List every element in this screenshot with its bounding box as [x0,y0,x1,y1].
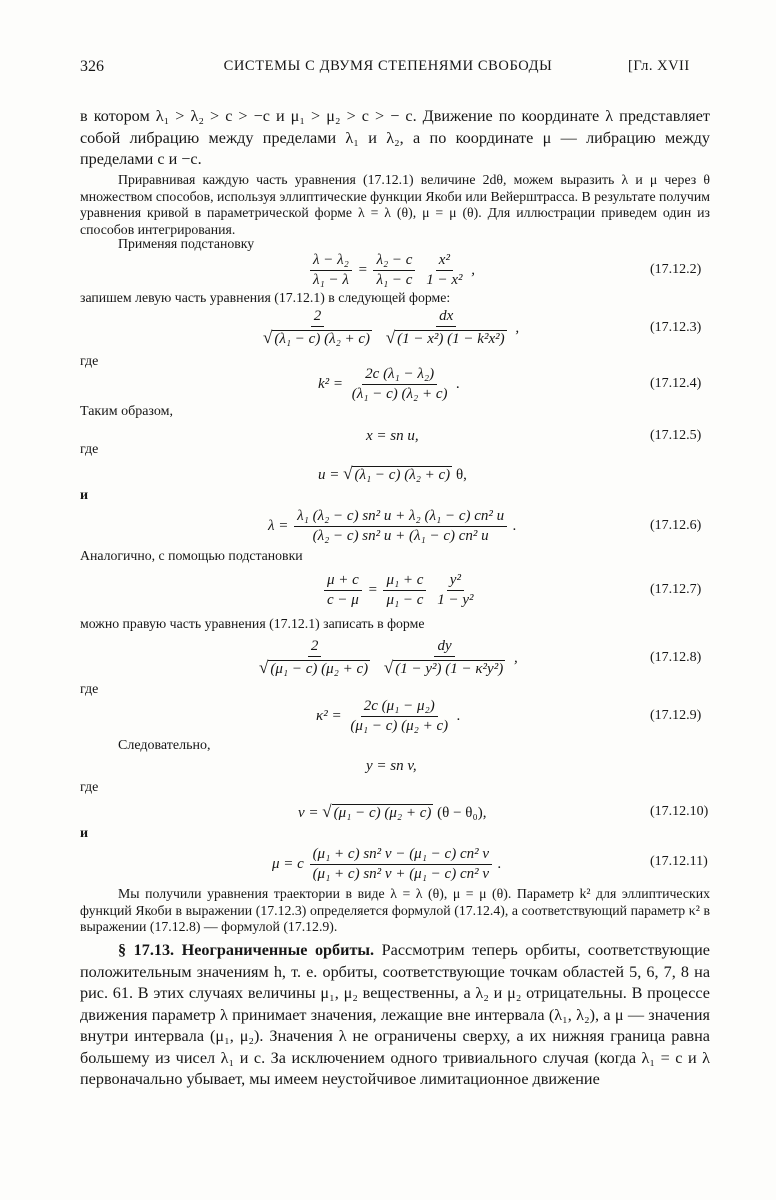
equation-17-12-3: $\frac{2}{\text{√ (λ₁ − c) (λ₂ + c)}}$ $\frac{dx}{\text{√ (1 − x²) (1 − k²x²)}}$ , [263,308,520,347]
equation-number: (17.12.8) [650,650,702,665]
paragraph-intro: в котором λ₁ > λ₂ > c > −c и μ₁ > μ₂ > c > − c. Движение по координате λ представляет собой либрацию между пределами λ₁ и λ₂, а по координате μ — либрацию между пределами c и −c. [80,107,710,168]
equation-number: (17.12.10) [650,804,709,819]
word-and: и [80,826,89,841]
paragraph-integration: Приравнивая каждую часть уравнения (17.12.1) величине 2dθ, можем выразить λ и μ через θ множеством способов, используя эллиптические функции Якоби или Вейерштрасса. В результате получим уравнения кривой в параметрической форме λ = λ (θ), μ = μ (θ). Для иллюстрации приведем один из способов интегрирования. [80,172,710,237]
equation-number: (17.12.7) [650,582,702,597]
equation-17-12-11: μ = c $\frac{\text{(μ₁ + c) sn² v − (μ₁ − c) cn² v}}{\text{(μ₁ + c) sn² v + (μ₁ − c) cn² v}}$ . [272,846,502,882]
word-where: где [80,442,99,457]
page-number: 326 [80,58,104,75]
equation-17-12-5: x = sn u, [366,428,419,444]
paragraph-similarly: Аналогично, с помощью подстановки [80,548,303,563]
running-title: СИСТЕМЫ С ДВУМЯ СТЕПЕНЯМИ СВОБОДЫ [223,58,553,74]
section-body: Рассмотрим теперь орбиты, соответствующие положительным значениям h, т. е. орбиты, соответствующие точкам областей 5, 6, 7, 8 на рис. 61. В этих случаях величины μ₁, μ₂ вещественны, а λ₂ и μ₂ отрицательны. В процессе движения параметр λ принимает значения, лежащие вне интервала (λ₁, λ₂), а μ — значения внутри интервала (μ₁, μ₂). Значения λ не ограничены сверху, а их нижняя граница равна большему из чисел λ₁ и c. За исключением одного тривиального случая (когда λ₁ = c и λ первоначально убывает, мы имеем неустойчивое лимитационное движение [80,941,710,1088]
equation-u: u = √ (λ₁ − c) (λ₂ + c) θ, [318,464,467,483]
paragraph-left-side: запишем левую часть уравнения (17.12.1) в следующей форме: [80,290,451,305]
word-therefore: Следовательно, [118,738,211,753]
equation-17-12-2: $\frac{\text{λ − λ₂}}{\text{λ₁ − λ}}$ = $\frac{\text{λ₂ − c}}{\text{λ₁ − c}}$ $\frac{\text{x²}}{\text{1 − x²}}$ , [308,252,475,289]
word-where: где [80,354,99,369]
equation-17-12-9: κ² = $\frac{\text{2c (μ₁ − μ₂)}}{\text{(μ₁ − c) (μ₂ + c)}}$ . [316,698,461,734]
word-where: где [80,682,99,697]
section-unbounded-orbits [80,940,710,1091]
paragraph-substitution: Применяя подстановку [118,236,255,251]
equation-number: (17.12.2) [650,262,702,277]
word-and: и [80,488,89,503]
equation-17-12-8: $\frac{2}{\text{√ (μ₁ − c) (μ₂ + c)}}$ $\frac{dy}{\text{√ (1 − y²) (1 − κ²y²)}}$ , [259,638,518,677]
word-where: где [80,780,99,795]
paragraph-summary: Мы получили уравнения траектории в виде λ = λ (θ), μ = μ (θ). Параметр k² для эллиптических функций Якоби в выражении (17.12.3) определяется формулой (17.12.4), а соответствующий параметр κ² в выражении (17.12.8) — формулой (17.12.9). [80,886,710,935]
equation-17-12-6: λ = $\frac{\text{λ₁ (λ₂ − c) sn² u + λ₂ (λ₁ − c) cn² u}}{\text{(λ₂ − c) sn² u + (λ₁ − c) cn² u}}$ . [268,508,517,544]
equation-17-12-7: $\frac{\mu + c}{c - \mu}$ = $\frac{\text{μ₁ + c}}{\text{μ₁ − c}}$ $\frac{\text{y²}}{\text{1 − y²}}$ [322,572,479,609]
equation-number: (17.12.9) [650,708,702,723]
chapter-label: [Гл. XVII [628,58,690,74]
section-title: § 17.13. Неограниченные орбиты. [118,941,375,959]
equation-number: (17.12.6) [650,518,702,533]
paragraph-right-side: можно правую часть уравнения (17.12.1) записать в форме [80,616,425,631]
equation-number: (17.12.4) [650,376,702,391]
word-thus: Таким образом, [80,404,173,419]
equation-17-12-4: k² = $\frac{\text{2c (λ₁ − λ₂)}}{\text{(λ₁ − c) (λ₂ + c)}}$ . [318,366,460,402]
equation-number: (17.12.5) [650,428,702,443]
equation-number: (17.12.3) [650,320,702,335]
equation-number: (17.12.11) [650,854,708,869]
equation-y: y = sn v, [366,758,417,774]
equation-17-12-10: v = √ (μ₁ − c) (μ₂ + c) (θ − θ₀), [298,802,487,821]
